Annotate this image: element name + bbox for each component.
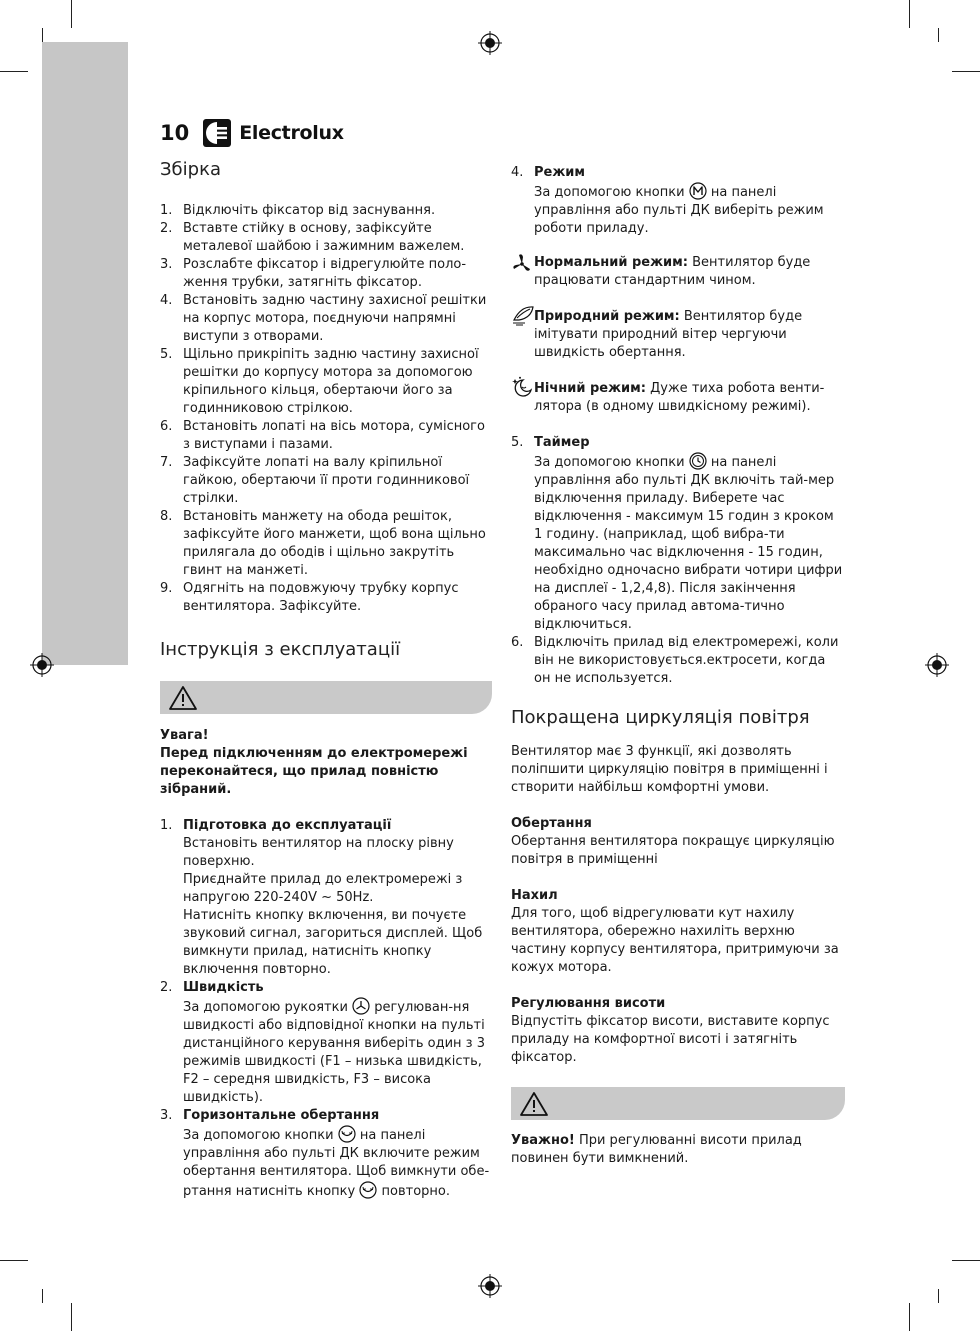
list-text: Встановіть манжету на обода решіток, зафіксуйте його манжети, щоб вона щільно прилягала до ободів і щільно закрутіть гвинт на манжеті. — [183, 509, 486, 578]
assembly-steps — [160, 202, 492, 616]
list-item — [160, 292, 492, 346]
list-number: 1. — [160, 203, 173, 218]
feature-title: Нахил — [511, 888, 558, 903]
crop-mark — [42, 1289, 43, 1303]
list-item: 3. Горизонтальне обертання За допомогою кнопки на панелі управління або пульті ДК включите режим обертання вентилятора. Щоб вимкнути обе-ртання натисніть кнопку повторно. — [160, 1107, 492, 1201]
step-title: Режим — [534, 165, 586, 180]
crop-mark — [0, 71, 28, 72]
wind-leaf-icon — [511, 304, 535, 326]
list-item — [160, 508, 492, 580]
left-column — [160, 158, 492, 1201]
oscillation-button-icon — [359, 1181, 377, 1199]
circulation-intro: Вентилятор має 3 функції, які дозволять поліпшити циркуляцію повітря в приміщенні і створити найбільш комфортні умови. — [511, 744, 828, 795]
right-column — [511, 164, 845, 1168]
list-item — [160, 346, 492, 418]
warning-bar — [160, 681, 492, 714]
list-text: Відключіть фіксатор від заснування. — [183, 203, 436, 218]
crop-mark — [71, 1303, 72, 1331]
mode-list — [511, 254, 845, 416]
list-item — [160, 418, 492, 454]
registration-mark-icon — [478, 31, 502, 55]
speed-knob-icon — [352, 997, 370, 1015]
page-edge-band — [42, 42, 128, 665]
timer-button-icon — [689, 452, 707, 470]
crop-mark — [952, 71, 980, 72]
crop-mark — [71, 0, 72, 28]
feature-block: Нахил Для того, щоб відрегулювати кут нахилу вентилятора, обережно нахиліть верхню частину корпусу вентилятора, притримуючи за кожух мотора. — [511, 887, 845, 977]
crop-mark — [909, 1303, 910, 1331]
instructions-title: Інструкція з експлуатації — [160, 639, 401, 660]
list-number: 8. — [160, 509, 173, 524]
page-header — [160, 118, 344, 148]
list-text: Розслабте фіксатор і відрегулюйте поло-ження трубки, затягніть фіксатор. — [183, 257, 467, 290]
crop-mark — [909, 0, 910, 28]
crop-mark — [938, 28, 939, 42]
warning-label: Увага! — [160, 728, 209, 743]
step-title: Швидкість — [183, 980, 264, 995]
step-title: Підготовка до експлуатації — [183, 818, 392, 833]
moon-stars-icon — [511, 376, 535, 398]
list-item — [160, 256, 492, 292]
warning-text: Перед підключенням до електромережі переконайтеся, що прилад повністю зібраний. — [160, 746, 468, 797]
brand-name: Electrolux — [239, 122, 344, 144]
list-text: Зафіксуйте лопаті на валу кріпильної гайкою, обертаючи її проти годинникової стрілки. — [183, 455, 470, 506]
step-title: Горизонтальне обертання — [183, 1108, 380, 1123]
assembly-title: Збірка — [160, 159, 221, 180]
list-number: 9. — [160, 581, 173, 596]
list-number: 6. — [160, 419, 173, 434]
list-number: 2. — [160, 221, 173, 236]
electrolux-logo-icon — [203, 119, 231, 147]
oscillation-button-icon — [338, 1125, 356, 1143]
list-item: 2. Швидкість За допомогою рукоятки регулюван-ня швидкості або відповідної кнопки на пульті дистанційного керування виберіть один з 3 режимів швидкості (F1 – низька швидкість, F2 – середня швидкість, F3 – висока швидкість). — [160, 979, 492, 1107]
caution-note: Уважно! При регулюванні висоти прилад повинен бути вимкнений. — [511, 1133, 802, 1166]
list-item — [160, 220, 492, 256]
list-item — [160, 454, 492, 508]
mode-natural: Природний режим: Вентилятор буде імітувати природний вітер чергуючи швидкість обертання. — [511, 308, 845, 362]
feature-title: Регулювання висоти — [511, 996, 666, 1011]
registration-mark-icon — [478, 1274, 502, 1298]
crop-mark — [952, 1260, 980, 1261]
list-number: 4. — [160, 293, 173, 308]
registration-mark-icon — [925, 653, 949, 677]
list-number: 3. — [160, 257, 173, 272]
crop-mark — [0, 1260, 28, 1261]
warning-triangle-icon — [519, 1091, 549, 1117]
list-number: 5. — [160, 347, 173, 362]
operation-steps — [160, 817, 492, 1201]
list-text: Встановіть задню частину захисної решітки на корпус мотора, поєднуючи напрямні виступи з отворами. — [183, 293, 487, 344]
feature-title: Обертання — [511, 816, 592, 831]
caution-bar — [511, 1087, 845, 1120]
mode-button-icon — [689, 182, 707, 200]
circulation-title: Покращена циркуляція повітря — [511, 707, 810, 728]
warning-triangle-icon — [168, 685, 198, 711]
list-item: 1. Підготовка до експлуатації Встановіть вентилятор на плоску рівну поверхню. Приєднайте прилад до електромережі з напругою 220-240V ~ 50Hz. Натисніть кнопку включення, ви почуєте звуковий сигнал, загориться дисплей. Щоб вимкнути прилад, натисніть кнопку включення повторно. — [160, 817, 492, 979]
crop-mark — [42, 28, 43, 42]
list-number: 7. — [160, 455, 173, 470]
step-title: Таймер — [534, 435, 590, 450]
page-number: 10 — [160, 121, 190, 145]
mode-normal: Нормальний режим: Вентилятор буде працювати стандартним чином. — [511, 254, 845, 290]
list-text: Щільно прикріпіть задню частину захисної решітки до корпусу мотора за допомогою кріпильного кільця, обертаючи його за годинниковою стрілкою. — [183, 347, 479, 416]
list-item: 5. Таймер За допомогою кнопки на панелі управління або пульті ДК включіть тай-мер відключення приладу. Виберете час відключення - максимум 15 годин з кроком 1 годину. (наприклад, щоб вибра-ти максимально час відключення - 15 годин, необхідно одночасно вибрати чотири цифри на дисплеї - 1,2,4,8). Після закінчення обраного часу прилад автома-тично відключиться. — [511, 434, 845, 634]
list-item: 6. Відключіть прилад від електромережі, коли він не використовується.ектросети, когда он не используется. — [511, 635, 839, 686]
list-item: 4. Режим За допомогою кнопки на панелі управління або пульті ДК виберіть режим роботи приладу. — [511, 164, 845, 238]
list-text: Встановіть лопаті на вісь мотора, сумісного з виступами і пазами. — [183, 419, 485, 452]
registration-mark-icon — [30, 653, 54, 677]
list-item — [160, 580, 492, 616]
mode-night: Нічний режим: Дуже тиха робота венти-лятора (в одному швидкісному режимі). — [511, 380, 845, 416]
fan-blades-icon — [511, 254, 533, 274]
feature-block: Регулювання висоти Відпустіть фіксатор висоти, виставите корпус приладу на комфортної висоті і затягніть фіксатор. — [511, 995, 845, 1067]
list-text: Одягніть на подовжуючу трубку корпус вентилятора. Зафіксуйте. — [183, 581, 459, 614]
list-text: Вставте стійку в основу, зафіксуйте металевої шайбою і зажимним важелем. — [183, 221, 465, 254]
crop-mark — [938, 1289, 939, 1303]
feature-block: Обертання Обертання вентилятора покращує циркуляцію повітря в приміщенні — [511, 815, 845, 869]
list-item — [160, 202, 492, 220]
